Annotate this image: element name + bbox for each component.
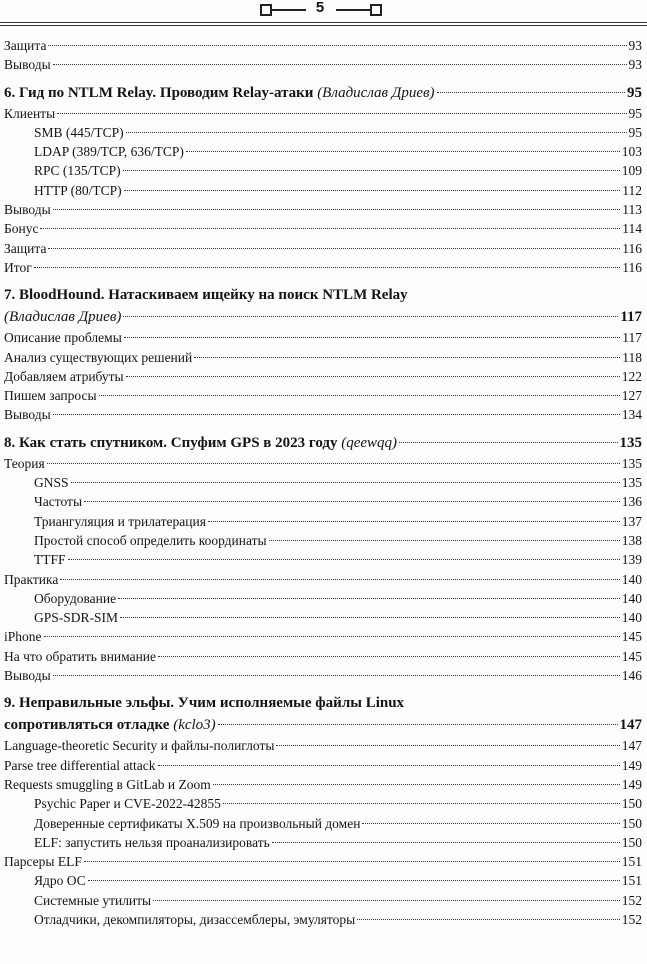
chapter-title: 7. BloodHound. Натаскиваем ищейку на поиск NTLM Relay (4, 287, 408, 304)
entry-title-text: сопротивляться отладке (4, 717, 174, 734)
dot-leader (60, 579, 619, 580)
entry-title-text: Защита (4, 240, 47, 256)
page-ref: 149 (621, 776, 642, 792)
dot-leader (218, 724, 618, 725)
toc-subentry[interactable] (4, 531, 642, 550)
dot-leader (186, 151, 620, 152)
entry-title (4, 386, 97, 405)
toc-entry[interactable] (4, 454, 642, 473)
chapter-title: 9. Неправильные эльфы. Учим исполняемые файлы Linux (4, 695, 405, 712)
page-ref: 117 (620, 309, 642, 326)
toc-entry[interactable] (4, 775, 642, 794)
dot-leader (357, 919, 620, 920)
page-ref: 151 (621, 854, 642, 870)
entry-title-text: 6. Гид по NTLM Relay. Проводим Relay-атаки (4, 84, 318, 101)
entry-title (34, 473, 69, 492)
entry-title-text: Теория (4, 455, 45, 471)
entry-title (34, 123, 124, 142)
entry-title-text: Простой способ определить координаты (34, 532, 267, 548)
section-gap (4, 277, 642, 284)
toc-entry[interactable] (4, 348, 642, 367)
page-ref: 118 (622, 349, 642, 365)
page-ref: 137 (621, 513, 642, 529)
toc-subentry[interactable] (4, 492, 642, 511)
entry-title-text: iPhone (4, 629, 42, 645)
toc-entry[interactable] (4, 328, 642, 347)
page-header (0, 0, 647, 20)
dot-leader (208, 521, 620, 522)
page-ref: 136 (621, 494, 642, 510)
dot-leader (71, 482, 620, 483)
toc-entry[interactable] (4, 647, 642, 666)
entry-title (4, 82, 435, 104)
dot-leader (53, 414, 620, 415)
page-ref: 147 (621, 738, 642, 754)
entry-title-text: Анализ существующих решений (4, 349, 193, 365)
toc-entry[interactable] (4, 570, 642, 589)
page-ref: 140 (621, 610, 642, 626)
page-ref: 116 (622, 240, 642, 256)
toc-subentry[interactable] (4, 910, 642, 929)
entry-title-text: Parse tree differential attack (4, 757, 156, 773)
page-ref: 146 (621, 668, 642, 684)
entry-title (4, 775, 211, 794)
entry-title-text: Доверенные сертификаты X.509 на произвольный домен (34, 815, 361, 831)
dot-leader (126, 132, 627, 133)
entry-title-text: Выводы (4, 668, 51, 684)
entry-title (4, 852, 82, 871)
toc-entry[interactable] (4, 627, 642, 646)
entry-title-text: LDAP (389/TCP, 636/TCP) (34, 144, 184, 160)
entry-title (4, 104, 55, 123)
entry-title (34, 142, 184, 161)
page-ref: 122 (621, 368, 642, 384)
entry-title (4, 367, 124, 386)
dot-leader (223, 803, 620, 804)
toc-subentry[interactable] (4, 142, 642, 161)
page-ref: 93 (628, 38, 642, 53)
toc-entry[interactable] (4, 405, 642, 424)
entry-title (4, 239, 46, 258)
toc-subentry[interactable] (4, 871, 642, 890)
toc-entry[interactable] (4, 104, 642, 123)
toc-subentry[interactable] (4, 473, 642, 492)
dot-leader (48, 45, 626, 46)
dot-leader (84, 861, 620, 862)
dot-leader (158, 656, 620, 657)
entry-title (4, 348, 192, 367)
entry-title-text: Пишем запросы (4, 388, 97, 404)
dot-leader (57, 113, 626, 114)
page-ref: 135 (621, 455, 642, 471)
entry-title-text: SMB (445/TCP) (34, 124, 124, 140)
entry-title-text: Отладчики, декомпиляторы, дизассемблеры, эмуляторы (34, 911, 356, 927)
entry-title (4, 200, 51, 219)
header-ornament-left (260, 4, 272, 16)
toc-subentry[interactable] (4, 512, 642, 531)
dot-leader (362, 823, 619, 824)
entry-title-text: Requests smuggling в GitLab и Zoom (4, 776, 211, 792)
entry-title-text: Ядро ОС (34, 873, 86, 889)
dot-leader (47, 463, 620, 464)
dot-leader (44, 636, 620, 637)
page-ref: 150 (621, 815, 642, 831)
entry-title-text: Итог (4, 259, 32, 275)
page-ref: 151 (621, 873, 642, 889)
page-ref: 116 (622, 259, 642, 275)
entry-author: (Владислав Дриев) (4, 309, 122, 326)
toc-subentry[interactable] (4, 181, 642, 200)
entry-title (34, 181, 122, 200)
page-ref: 135 (621, 475, 642, 491)
entry-author: (kclo3) (173, 717, 216, 734)
page-ref: 135 (619, 434, 642, 451)
dot-leader (123, 316, 618, 317)
toc-subentry[interactable] (4, 814, 642, 833)
toc-entry[interactable] (4, 239, 642, 258)
entry-title-text: Клиенты (4, 105, 56, 121)
page-ref: 113 (622, 202, 642, 218)
entry-title-text: ELF: запустить нельзя проанализировать (34, 834, 270, 850)
toc-chapter[interactable] (4, 432, 642, 454)
entry-title (4, 55, 51, 74)
toc-subentry[interactable] (4, 589, 642, 608)
page-ref: 149 (621, 757, 642, 773)
entry-title (4, 328, 122, 347)
entry-title-text: Системные утилиты (34, 892, 152, 908)
page-ref: 147 (619, 717, 642, 734)
entry-title-text: Парсеры ELF (4, 854, 82, 870)
toc-entry[interactable] (4, 736, 642, 755)
entry-title (4, 666, 51, 685)
entry-title (34, 794, 221, 813)
dot-leader (399, 442, 617, 443)
header-ornament-right (370, 4, 382, 16)
toc-chapter[interactable] (4, 306, 642, 328)
dot-leader (153, 900, 620, 901)
entry-title (4, 306, 121, 328)
entry-title-text: GNSS (34, 475, 69, 491)
entry-title (34, 512, 206, 531)
toc-subentry[interactable] (4, 608, 642, 627)
dot-leader (88, 880, 620, 881)
entry-title (34, 833, 270, 852)
dot-leader (194, 357, 620, 358)
section-gap (4, 425, 642, 432)
header-line-left (272, 9, 306, 11)
entry-title-text: Выводы (4, 407, 51, 423)
page-ref: 139 (621, 552, 642, 568)
dot-leader (124, 337, 620, 338)
page-ref: 140 (621, 571, 642, 587)
entry-title (34, 550, 66, 569)
entry-title (4, 219, 38, 238)
entry-title (4, 756, 156, 775)
entry-title (34, 608, 118, 627)
dot-leader (99, 395, 620, 396)
toc-entry[interactable] (4, 36, 642, 55)
toc-subentry[interactable] (4, 833, 642, 852)
entry-title (4, 736, 274, 755)
dot-leader (48, 248, 620, 249)
entry-title-text: Практика (4, 571, 59, 587)
entry-title (34, 531, 267, 550)
entry-title-text: Оборудование (34, 590, 117, 606)
entry-title (34, 891, 151, 910)
page-ref: 152 (621, 892, 642, 908)
page-ref: 134 (621, 407, 642, 423)
toc-entry[interactable] (4, 852, 642, 871)
page-ref: 145 (621, 648, 642, 664)
entry-title-text: Выводы (4, 57, 51, 73)
entry-title-text: RPC (135/TCP) (34, 163, 121, 179)
entry-title (4, 570, 58, 589)
page-ref: 145 (621, 629, 642, 645)
header-line-right (336, 9, 370, 11)
dot-leader (34, 267, 620, 268)
page-ref: 109 (621, 163, 642, 179)
entry-title (4, 432, 397, 454)
dot-leader (53, 64, 627, 65)
toc-subentry[interactable] (4, 161, 642, 180)
dot-leader (158, 765, 620, 766)
toc-chapter[interactable] (4, 714, 642, 736)
entry-author: (qeewqq) (341, 434, 398, 451)
page-ref: 127 (621, 388, 642, 404)
entry-title-text: Language-theoretic Security и файлы-полиглоты (4, 738, 275, 754)
entry-title-text: Psychic Paper и CVE-2022-42855 (34, 796, 221, 812)
dot-leader (84, 501, 620, 502)
toc-subentry[interactable] (4, 550, 642, 569)
dot-leader (40, 228, 620, 229)
entry-title (4, 405, 51, 424)
entry-title-text: Защита (4, 38, 47, 53)
page-ref: 95 (627, 84, 642, 101)
entry-title-text: Добавляем атрибуты (4, 368, 124, 384)
entry-title (4, 714, 216, 736)
header-rule-top (0, 22, 647, 23)
entry-title-text: Бонус (4, 221, 39, 237)
entry-title (4, 647, 156, 666)
page-ref: 117 (622, 330, 642, 346)
section-gap (4, 685, 642, 692)
entry-title-text: Выводы (4, 202, 51, 218)
toc-subentry[interactable] (4, 794, 642, 813)
entry-title-text: GPS-SDR-SIM (34, 610, 119, 626)
page-ref: 93 (628, 57, 642, 73)
toc-subentry[interactable] (4, 123, 642, 142)
entry-title (4, 627, 42, 646)
toc-entry[interactable] (4, 386, 642, 405)
entry-title (34, 589, 116, 608)
dot-leader (276, 745, 619, 746)
dot-leader (68, 559, 620, 560)
toc-entry[interactable] (4, 200, 642, 219)
entry-author: (Владислав Дриев) (317, 84, 435, 101)
entry-title-text: HTTP (80/TCP) (34, 182, 122, 198)
dot-leader (269, 540, 620, 541)
page-ref: 152 (621, 911, 642, 927)
toc-entry[interactable] (4, 666, 642, 685)
toc-entry[interactable] (4, 367, 642, 386)
entry-title (4, 454, 45, 473)
page-ref: 103 (621, 144, 642, 160)
page-ref: 150 (621, 834, 642, 850)
entry-title-text: Описание проблемы (4, 330, 122, 346)
entry-title (4, 258, 32, 277)
dot-leader (124, 190, 621, 191)
page-number: 5 (315, 0, 325, 16)
entry-title-text: 8. Как стать спутником. Спуфим GPS в 2023 году (4, 434, 342, 451)
entry-title-text: Частоты (34, 494, 83, 510)
entry-title-text: TTFF (34, 552, 66, 568)
page-ref: 150 (621, 796, 642, 812)
toc-entry[interactable] (4, 55, 642, 74)
entry-title-text: На что обратить внимание (4, 648, 157, 664)
dot-leader (437, 92, 625, 93)
dot-leader (272, 842, 620, 843)
section-gap (4, 75, 642, 82)
entry-title (34, 871, 86, 890)
dot-leader (53, 675, 620, 676)
toc-entry[interactable] (4, 258, 642, 277)
toc-chapter[interactable] (4, 82, 642, 104)
dot-leader (118, 598, 620, 599)
page-ref: 95 (628, 124, 642, 140)
entry-title (4, 36, 46, 55)
entry-title (34, 910, 355, 929)
page-ref: 138 (621, 532, 642, 548)
entry-title (34, 814, 360, 833)
page-ref: 140 (621, 590, 642, 606)
dot-leader (53, 209, 621, 210)
page-ref: 112 (622, 182, 642, 198)
toc-subentry[interactable] (4, 891, 642, 910)
dot-leader (213, 784, 620, 785)
dot-leader (123, 170, 620, 171)
entry-title (34, 161, 121, 180)
table-of-contents (4, 36, 642, 929)
dot-leader (120, 617, 620, 618)
toc-entry[interactable] (4, 756, 642, 775)
header-rule-bottom (0, 25, 647, 26)
dot-leader (126, 376, 620, 377)
toc-entry[interactable] (4, 219, 642, 238)
page-ref: 114 (622, 221, 642, 237)
entry-title (34, 492, 82, 511)
entry-title-text: Триангуляция и трилатерация (34, 513, 206, 529)
page-ref: 95 (628, 105, 642, 121)
